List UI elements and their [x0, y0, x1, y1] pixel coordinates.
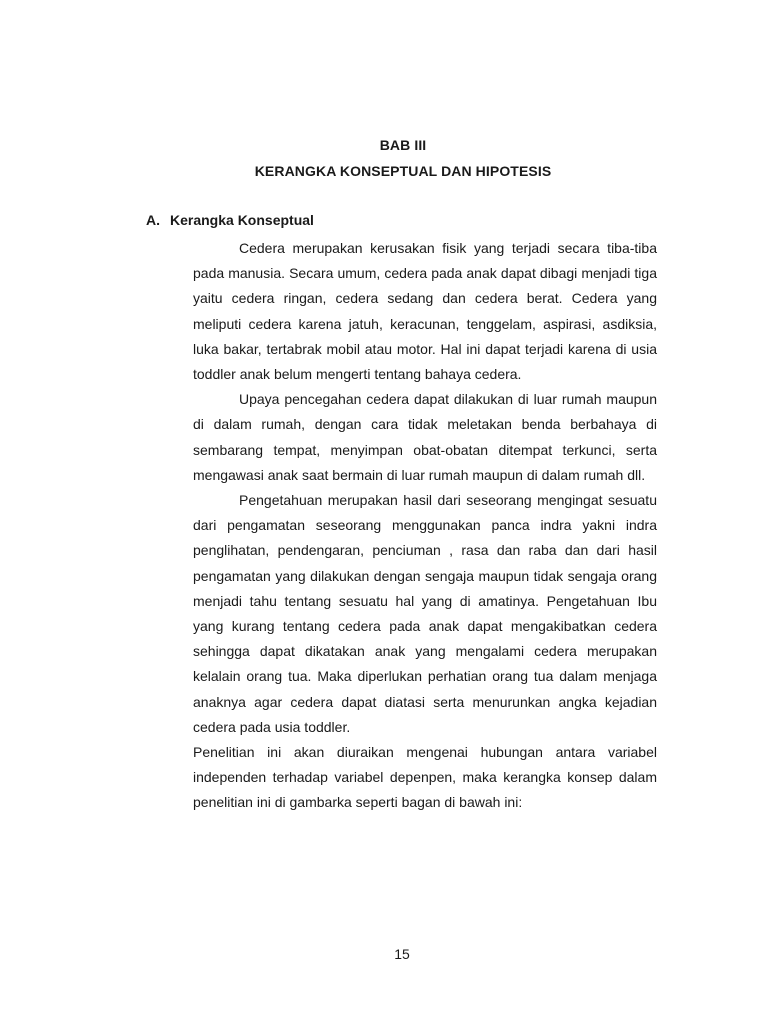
- section-heading: [146, 212, 314, 228]
- paragraph-2: Upaya pencegahan cedera dapat dilakukan di luar rumah maupun di dalam rumah, dengan cara tidak meletakan benda berbahaya di sembarang tempat, menyimpan obat-obatan ditempat terkunci, serta mengawasi anak saat bermain di luar rumah maupun di dalam rumah dll.: [193, 391, 657, 483]
- chapter-number: BAB III: [379, 137, 427, 153]
- section-title: Kerangka Konseptual: [170, 212, 314, 228]
- page-number: 15: [394, 946, 410, 962]
- paragraph-3: Pengetahuan merupakan hasil dari seseorang mengingat sesuatu dari pengamatan seseorang menggunakan panca indra yakni indra penglihatan, pendengaran, penciuman , rasa dan raba dan dari hasil pengamatan yang dilakukan dengan sengaja maupun tidak sengaja orang menjadi tahu tentang sesuatu hal yang di amatinya. Pengetahuan Ibu yang kurang tentang cedera pada anak dapat mengakibatkan cedera sehingga dapat dikatakan anak yang mengalami cedera merupakan kelalain orang tua. Maka diperlukan perhatian orang tua dalam menjaga anaknya agar cedera dapat diatasi serta menurunkan angka kejadian cedera pada usia toddler.: [193, 492, 657, 735]
- body-text: [193, 236, 657, 816]
- section-letter: A.: [146, 212, 160, 228]
- paragraph-4: Penelitian ini akan diuraikan mengenai hubungan antara variabel independen terhadap variabel depenpen, maka kerangka konsep dalam penelitian ini di gambarka seperti bagan di bawah ini:: [193, 744, 657, 811]
- paragraph-1: Cedera merupakan kerusakan fisik yang terjadi secara tiba-tiba pada manusia. Secara umum, cedera pada anak dapat dibagi menjadi tiga yaitu cedera ringan, cedera sedang dan cedera berat. Cedera yang meliputi cedera karena jatuh, keracunan, tenggelam, aspirasi, asdiksia, luka bakar, tertabrak mobil atau motor. Hal ini dapat terjadi karena di usia toddler anak belum mengerti tentang bahaya cedera.: [193, 240, 657, 383]
- chapter-title: KERANGKA KONSEPTUAL DAN HIPOTESIS: [254, 163, 552, 179]
